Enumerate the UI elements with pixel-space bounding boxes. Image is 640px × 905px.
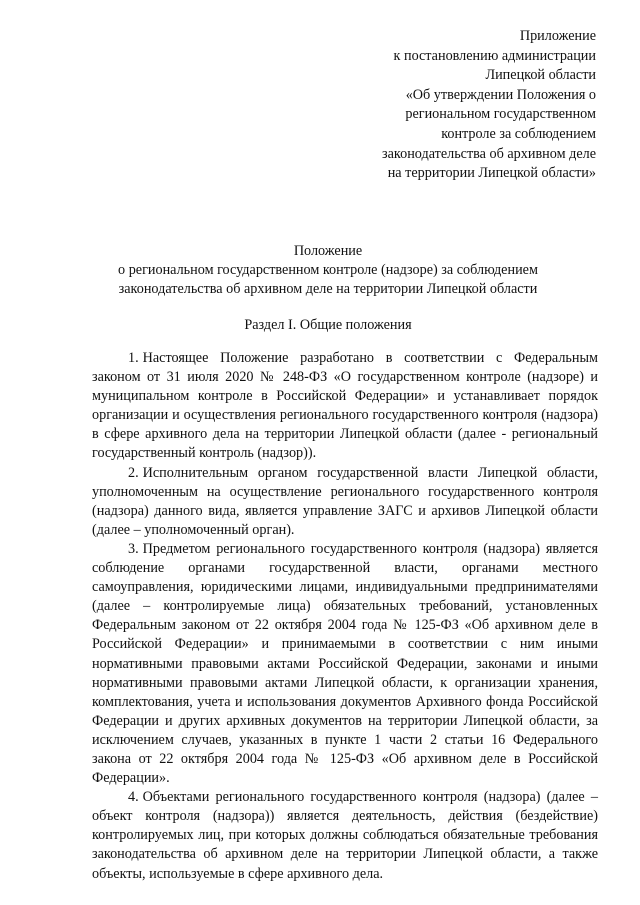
paragraph-text: Объектами регионального государственного контроля (надзора) (далее – объект контроля (надзора)) является деятельность, действия (бездействие) контролируемых лиц, при которых должны соблюдаться обязательные требования законодательства об архивном деле на территории Липецкой области, а также объекты, используемые в сфере архивного дела.: [92, 789, 598, 882]
paragraph-number: 2.: [128, 464, 139, 481]
appendix-line: законодательства об архивном деле: [382, 145, 596, 162]
appendix-block: [296, 27, 596, 184]
appendix-line: к постановлению администрации: [393, 47, 596, 64]
paragraph-text: Предметом регионального государственного контроля (надзора) является соблюдение органами государственной власти, органами местного самоуправления, юридическими лицами, индивидуальными предпринимателями (далее – контролируемые лица) обязательных требований, установленных Федеральным законом от 22 октября 2004 года № 125-ФЗ «Об архивном деле в Российской Федерации» и принимаемыми в соответствии с ним иными нормативными правовыми актами Российской Федерации, законами и иными нормативными правовыми актами Липецкой области, к организации хранения, комплектования, учета и использования документов Архивного фонда Российской Федерации и других архивных документов на территории Липецкой области, за исключением случаев, указанных в пункте 1 части 2 статьи 16 Федерального закона от 22 октября 2004 года № 125-ФЗ «Об архивном деле в Российской Федерации».: [92, 540, 598, 787]
paragraph-number: 4.: [128, 789, 139, 806]
appendix-line: Липецкой области: [485, 67, 596, 84]
paragraph: [92, 540, 598, 788]
appendix-line: на территории Липецкой области»: [387, 165, 596, 182]
title-line: о региональном государственном контроле (надзоре) за соблюдением: [118, 262, 538, 279]
document-body: [92, 349, 598, 884]
appendix-line: региональном государственном: [405, 106, 596, 123]
title-line: законодательства об архивном деле на территории Липецкой области: [118, 281, 538, 298]
appendix-line: Приложение: [519, 28, 596, 44]
document-title: [60, 242, 596, 300]
paragraph-text: Настоящее Положение разработано в соответствии с Федеральным законом от 31 июля 2020 № 248-ФЗ «О государственном контроле (надзоре) и муниципальном контроле в Российской Федерации» и устанавливает порядок организации и осуществления регионального государственного контроля (надзора) в сфере архивного дела на территории Липецкой области (далее - региональный государственный контроль (надзор)).: [92, 350, 598, 462]
paragraph-text: Исполнительным органом государственной власти Липецкой области, уполномоченным на осуществление регионального государственного контроля (надзора) данного вида, является управление ЗАГС и архивов Липецкой области (далее – уполномоченный орган).: [92, 464, 598, 538]
paragraph-number: 3.: [128, 540, 139, 557]
appendix-line: «Об утверждении Положения о: [405, 86, 596, 103]
paragraph: [92, 464, 598, 540]
section-heading: Раздел I. Общие положения: [244, 317, 412, 333]
title-line: Положение: [293, 243, 363, 259]
paragraph: [92, 788, 598, 883]
paragraph: [92, 349, 598, 464]
paragraph-number: 1.: [128, 350, 139, 366]
appendix-line: контроле за соблюдением: [441, 125, 596, 142]
